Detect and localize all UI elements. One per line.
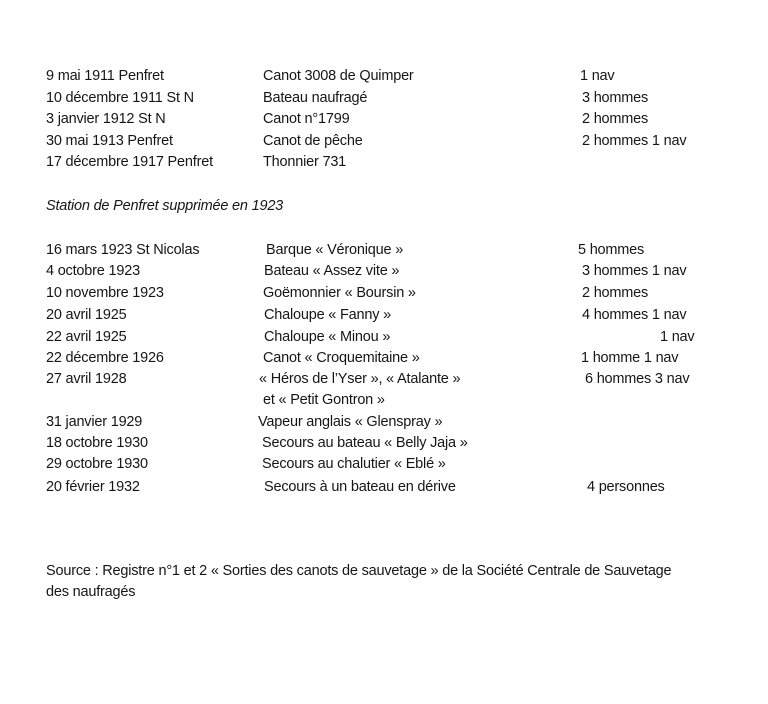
entry-vessel: Chaloupe « Minou » — [264, 329, 391, 345]
entry-vessel: Goëmonnier « Boursin » — [263, 285, 416, 301]
entry-rescued: 1 homme 1 nav — [581, 350, 679, 366]
entry-rescued: 3 hommes — [582, 90, 649, 106]
entry-date: 29 octobre 1930 — [46, 456, 148, 472]
entry-date: 3 janvier 1912 St N — [46, 111, 166, 127]
entry-rescued: 1 nav — [580, 68, 615, 84]
entry-vessel: Secours au bateau « Belly Jaja » — [262, 435, 468, 451]
entry-rescued: 5 hommes — [578, 242, 645, 258]
entry-vessel: Secours au chalutier « Eblé » — [262, 456, 446, 472]
entry-vessel: et « Petit Gontron » — [263, 392, 385, 408]
entry-date: 16 mars 1923 St Nicolas — [46, 242, 200, 258]
source-line-2: des naufragés — [46, 584, 136, 600]
station-note: Station de Penfret supprimée en 1923 — [46, 198, 284, 214]
entry-date: 20 avril 1925 — [46, 307, 127, 323]
entry-vessel: Secours à un bateau en dérive — [264, 479, 456, 495]
entry-date: 22 décembre 1926 — [46, 350, 164, 366]
entry-vessel: Bateau « Assez vite » — [264, 263, 400, 279]
entry-vessel: « Héros de l’Yser », « Atalante » — [259, 371, 461, 387]
entry-vessel: Canot « Croquemitaine » — [263, 350, 420, 366]
entry-vessel: Chaloupe « Fanny » — [264, 307, 391, 323]
entry-rescued: 2 hommes — [582, 111, 649, 127]
entry-vessel: Canot 3008 de Quimper — [263, 68, 414, 84]
entry-date: 31 janvier 1929 — [46, 414, 143, 430]
entry-date: 20 février 1932 — [46, 479, 140, 495]
entry-date: 17 décembre 1917 Penfret — [46, 154, 213, 170]
source-line-1: Source : Registre n°1 et 2 « Sorties des canots de sauvetage » de la Société Centrale de Sauvetage — [46, 563, 672, 579]
entry-vessel: Canot n°1799 — [263, 111, 350, 127]
entry-rescued: 4 personnes — [587, 479, 665, 495]
entry-date: 10 novembre 1923 — [46, 285, 164, 301]
entry-rescued: 1 nav — [660, 329, 695, 345]
entry-vessel: Barque « Véronique » — [266, 242, 404, 258]
entry-rescued: 4 hommes 1 nav — [582, 307, 687, 323]
entry-vessel: Thonnier 731 — [263, 154, 347, 170]
entry-date: 30 mai 1913 Penfret — [46, 133, 173, 149]
entry-rescued: 6 hommes 3 nav — [585, 371, 690, 387]
entry-date: 18 octobre 1930 — [46, 435, 148, 451]
entry-rescued: 2 hommes 1 nav — [582, 133, 687, 149]
entry-date: 10 décembre 1911 St N — [46, 90, 194, 106]
entry-rescued: 2 hommes — [582, 285, 649, 301]
entry-date: 9 mai 1911 Penfret — [46, 68, 164, 84]
entry-rescued: 3 hommes 1 nav — [582, 263, 687, 279]
entry-vessel: Canot de pêche — [263, 133, 363, 149]
entry-date: 27 avril 1928 — [46, 371, 127, 387]
entry-date: 22 avril 1925 — [46, 329, 127, 345]
entry-date: 4 octobre 1923 — [46, 263, 140, 279]
entry-vessel: Vapeur anglais « Glenspray » — [258, 414, 443, 430]
entry-vessel: Bateau naufragé — [263, 90, 368, 106]
